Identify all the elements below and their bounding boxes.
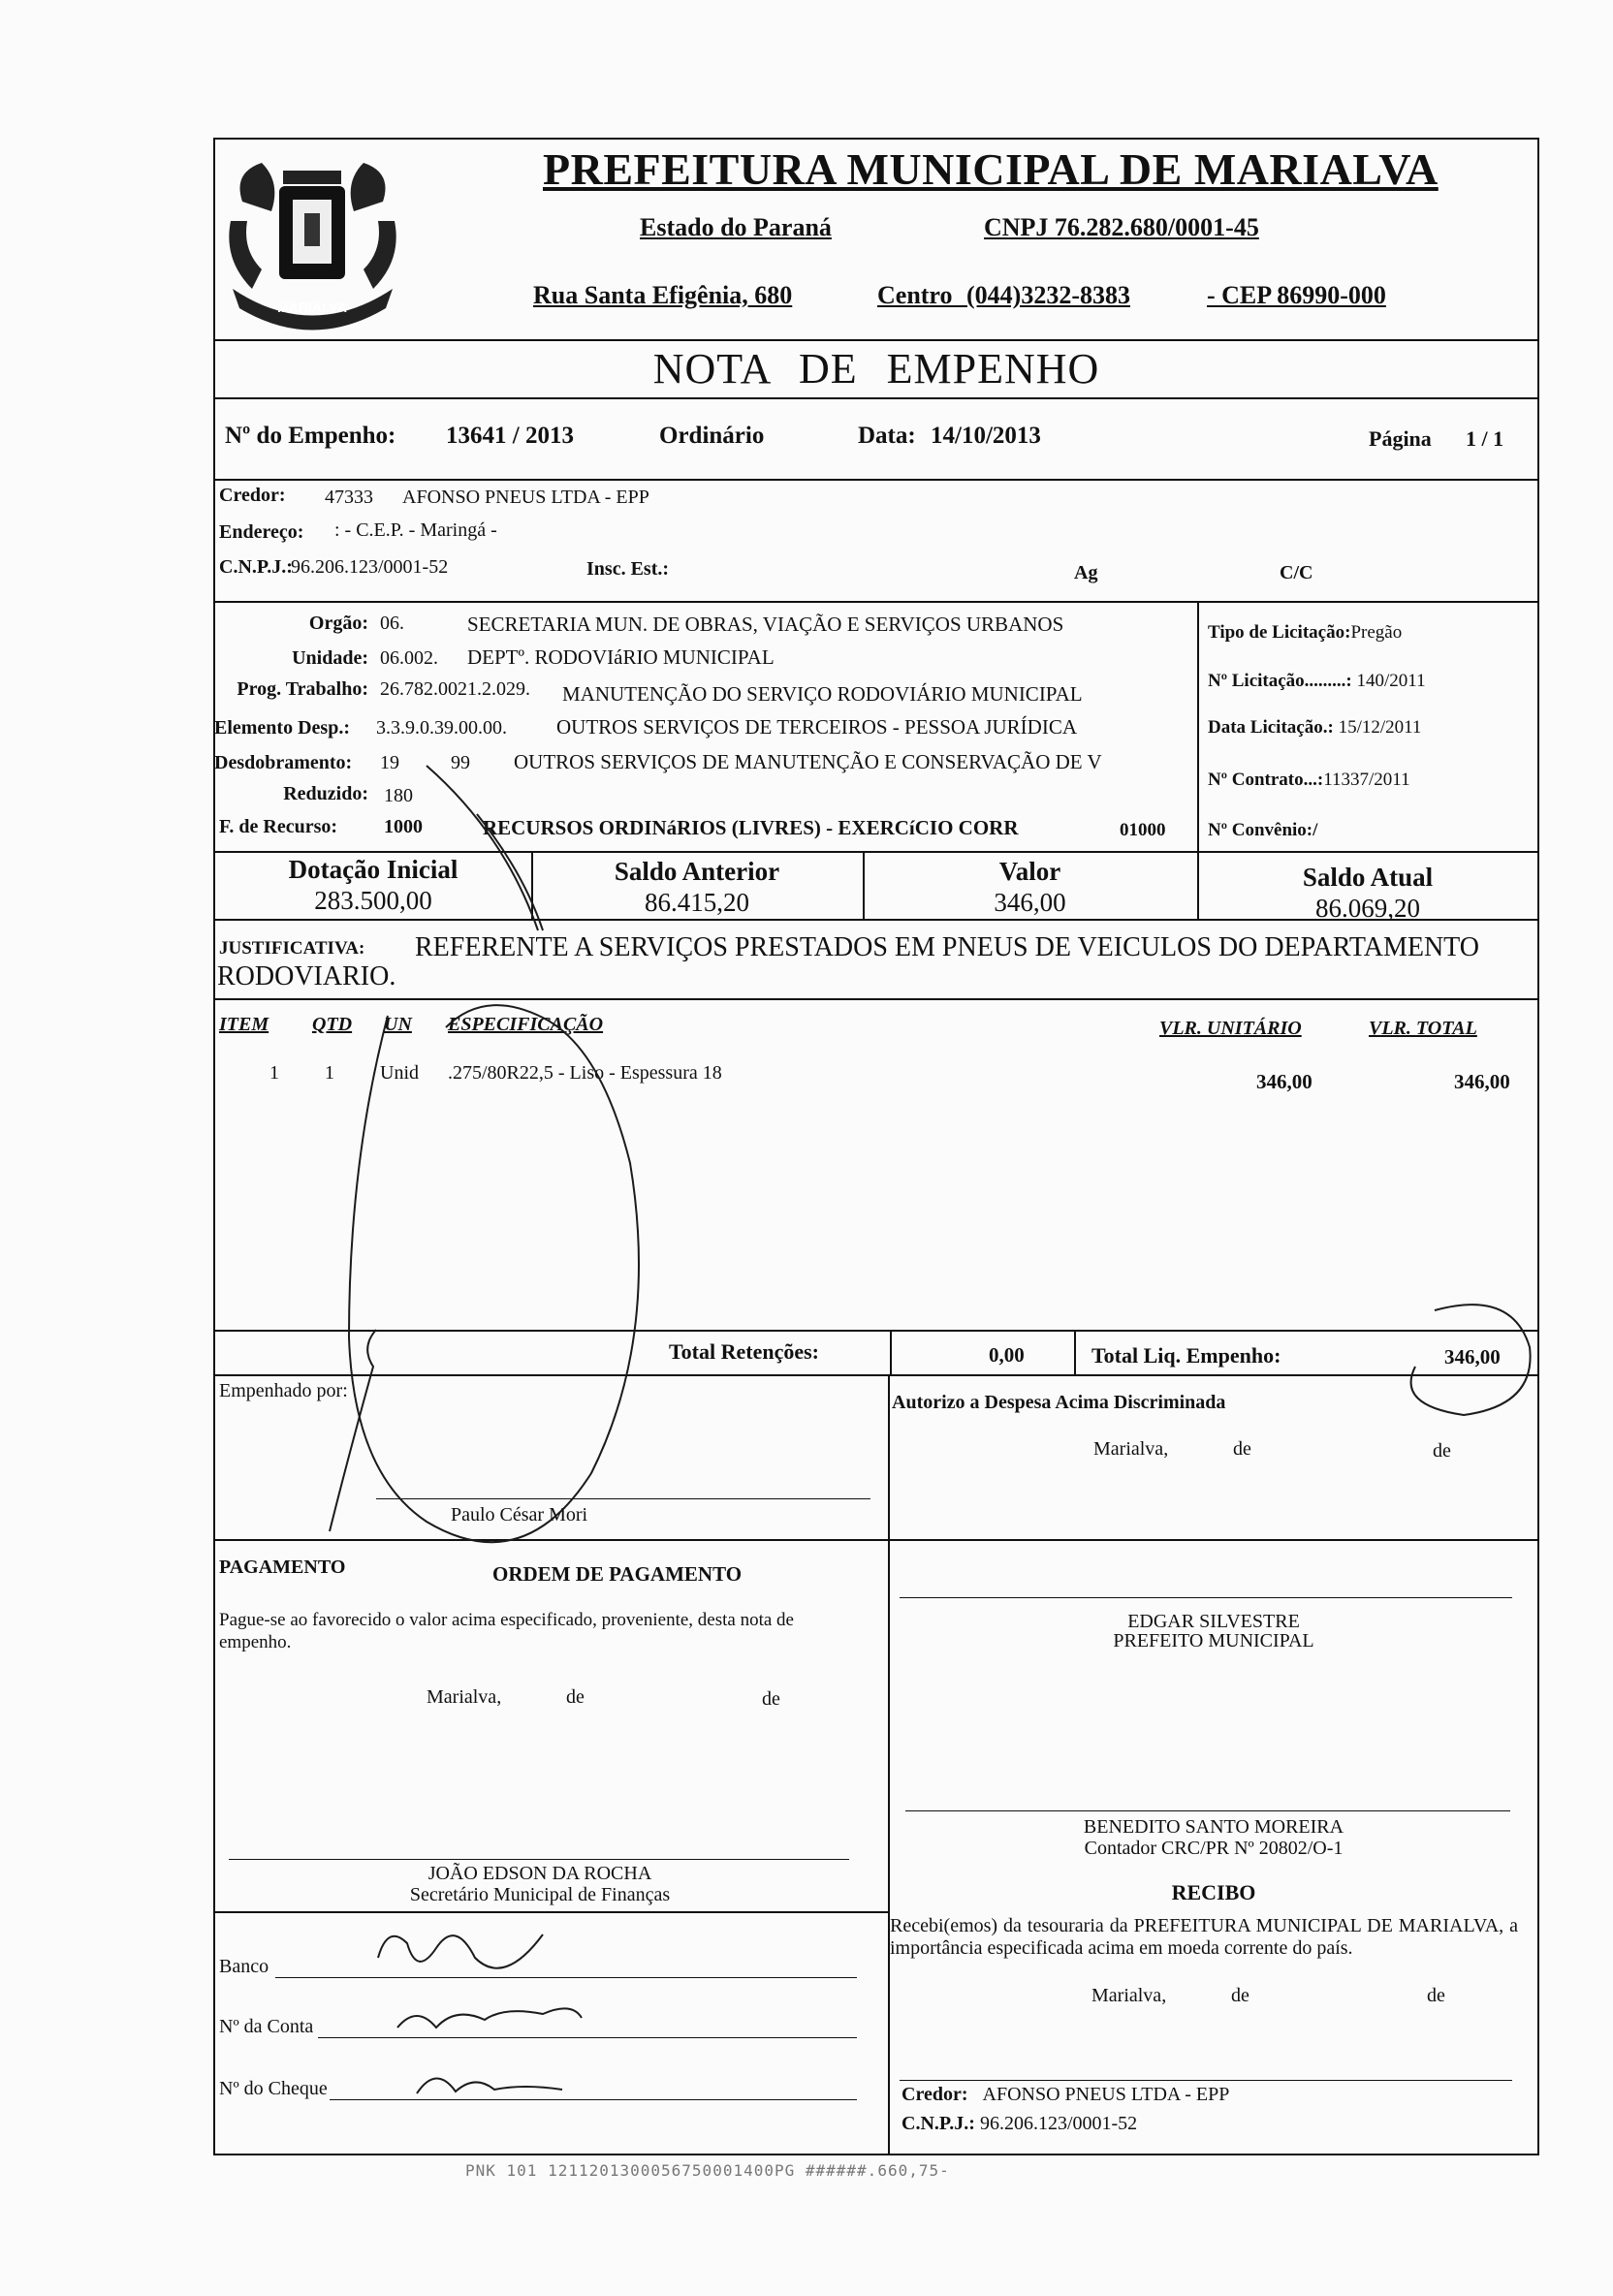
empenho-date: 14/10/2013 — [931, 423, 1041, 449]
unidade-label: Unidade: — [292, 647, 368, 669]
recibo-cnpj-label: C.N.P.J.: — [901, 2113, 975, 2134]
recurso-code: 1000 — [384, 816, 423, 837]
header-address: Rua Santa Efigênia, 680 — [533, 281, 793, 309]
prog-label: Prog. Trabalho: — [237, 678, 368, 700]
orgao-code: 06. — [380, 613, 404, 634]
autorizo-de1: de — [1233, 1438, 1251, 1460]
desdob-code: 19 — [380, 752, 399, 773]
retencoes-label: Total Retenções: — [669, 1339, 819, 1364]
circle-total — [1411, 1305, 1531, 1415]
secretario-name: JOÃO EDSON DA ROCHA — [427, 1863, 652, 1884]
empenho-type: Ordinário — [659, 423, 765, 449]
pagamento-de2: de — [762, 1688, 780, 1710]
licitacao-convenio: Nº Convênio:/ — [1208, 820, 1318, 840]
unidade-name: DEPTº. RODOVIáRIO MUNICIPAL — [467, 645, 775, 669]
header-cep: - CEP 86990-000 — [1207, 281, 1386, 309]
doc-title: NOTA DE EMPENHO — [652, 345, 1100, 393]
bank-signature — [378, 1934, 543, 1968]
recurso-name: RECURSOS ORDINáRIOS (LIVRES) - EXERCíCIO CORR — [483, 816, 1019, 839]
recibo-credor-label: Credor: — [901, 2084, 968, 2105]
recurso-code2: 01000 — [1120, 820, 1166, 840]
conta-label: Nº da Conta — [219, 2016, 314, 2037]
reduzido-value: 180 — [384, 785, 413, 806]
header-district-phone: Centro (044)3232-8383 — [877, 281, 1130, 309]
elemento-name: OUTROS SERVIÇOS DE TERCEIROS - PESSOA JURÍDICA — [556, 715, 1078, 739]
recibo-text: Recebi(emos) da tesouraria da PREFEITURA MUNICIPAL DE MARIALVA, a importância especificada acima em moeda corrente do país. — [890, 1915, 1518, 1959]
justificativa-label: JUSTIFICATIVA: — [219, 938, 365, 959]
pagamento-label: PAGAMENTO — [219, 1557, 346, 1578]
licitacao-tipo-value: Pregão — [1350, 622, 1403, 643]
col-qtd-header: QTD — [312, 1014, 353, 1035]
cheque-signature — [417, 2078, 562, 2093]
row-espec: .275/80R22,5 - Liso - Espessura 18 — [448, 1062, 722, 1084]
credor-cnpj-label: C.N.P.J.: — [219, 556, 293, 578]
row-item: 1 — [269, 1062, 279, 1084]
dotacao-label: Dotação Inicial — [288, 855, 459, 884]
recibo-de1: de — [1231, 1985, 1249, 2006]
recibo-cnpj-value: 96.206.123/0001-52 — [979, 2113, 1138, 2134]
liq-label: Total Liq. Empenho: — [1091, 1343, 1281, 1368]
ag-label: Ag — [1074, 562, 1098, 583]
row-unit: 346,00 — [1256, 1070, 1313, 1093]
autorizo-place: Marialva, — [1093, 1438, 1169, 1460]
prefeitura-title: PREFEITURA MUNICIPAL DE MARIALVA — [543, 144, 1439, 194]
credor-name: AFONSO PNEUS LTDA - EPP — [402, 487, 649, 508]
recibo-title: RECIBO — [1171, 1880, 1256, 1904]
header-cnpj: CNPJ 76.282.680/0001-45 — [984, 213, 1259, 241]
state-name: Estado do Paraná — [640, 213, 832, 241]
endereco-label: Endereço: — [219, 521, 304, 543]
anterior-value: 86.415,20 — [645, 888, 749, 917]
credor-code: 47333 — [325, 487, 373, 508]
valor-label: Valor — [998, 857, 1061, 886]
licitacao-num-value: 140/2011 — [1356, 671, 1426, 691]
prog-name: MANUTENÇÃO DO SERVIÇO RODOVIÁRIO MUNICIPAL — [562, 682, 1083, 706]
insc-label: Insc. Est.: — [586, 558, 670, 580]
elemento-label: Elemento Desp.: — [214, 717, 350, 739]
page-number: 1 / 1 — [1466, 426, 1504, 451]
col-total-header: VLR. TOTAL — [1369, 1018, 1477, 1039]
signature-loop — [349, 1005, 639, 1542]
credor-label: Credor: — [219, 485, 286, 506]
account-signature — [397, 2008, 582, 2028]
desdob-code2: 99 — [451, 752, 470, 773]
elemento-code: 3.3.9.0.39.00.00. — [376, 717, 507, 739]
recibo-place: Marialva, — [1091, 1985, 1167, 2006]
prefeito-role: PREFEITO MUNICIPAL — [1113, 1630, 1314, 1651]
atual-label: Saldo Atual — [1302, 863, 1434, 892]
prog-code: 26.782.0021.2.029. — [380, 678, 530, 700]
row-total: 346,00 — [1454, 1070, 1510, 1093]
pagamento-text: Pague-se ao favorecido o valor acima especificado, proveniente, desta nota de empenho. — [219, 1610, 794, 1652]
anterior-label: Saldo Anterior — [614, 857, 780, 886]
col-un-header: UN — [384, 1014, 412, 1035]
col-espec-header: ESPECIFICAÇÃO — [448, 1014, 604, 1035]
col-item-header: ITEM — [219, 1014, 269, 1035]
ordem-pagamento-label: ORDEM DE PAGAMENTO — [492, 1562, 743, 1586]
empenho-number: 13641 / 2013 — [446, 423, 574, 449]
prefeito-name: EDGAR SILVESTRE — [1127, 1611, 1300, 1632]
diagonal-stroke — [427, 766, 538, 930]
cc-label: C/C — [1280, 562, 1313, 583]
licitacao-contrato-value: 11337/2011 — [1323, 770, 1410, 790]
reduzido-label: Reduzido: — [283, 783, 368, 804]
dotacao-value: 283.500,00 — [314, 886, 432, 915]
page-label: Página — [1369, 426, 1432, 451]
credor-cnpj: 96.206.123/0001-52 — [291, 556, 449, 578]
crest-text: MARIALVA — [277, 299, 347, 315]
banco-label: Banco — [219, 1956, 269, 1977]
signature-stroke — [330, 1330, 376, 1531]
empenhado-label: Empenhado por: — [219, 1380, 348, 1401]
justificativa-line2: RODOVIARIO. — [217, 961, 396, 991]
licitacao-data-label: Data Licitação.: — [1208, 717, 1334, 738]
atual-value: 86.069,20 — [1315, 894, 1420, 923]
row-qtd: 1 — [325, 1062, 334, 1084]
recurso-label: F. de Recurso: — [219, 816, 338, 837]
justificativa-line1: REFERENTE A SERVIÇOS PRESTADOS EM PNEUS DE VEICULOS DO DEPARTAMENTO — [415, 932, 1479, 962]
autorizo-text: Autorizo a Despesa Acima Discriminada — [892, 1392, 1226, 1413]
endereco-value: : - C.E.P. - Maringá - — [334, 519, 497, 541]
licitacao-data-value: 15/12/2011 — [1338, 717, 1422, 738]
liq-value: 346,00 — [1444, 1345, 1501, 1368]
licitacao-contrato-label: Nº Contrato...: — [1208, 770, 1324, 790]
recibo-de2: de — [1427, 1985, 1445, 2006]
empenho-number-label: Nº do Empenho: — [225, 423, 396, 449]
orgao-label: Orgão: — [308, 613, 368, 634]
valor-value: 346,00 — [994, 888, 1066, 917]
licitacao-num-label: Nº Licitação.........: — [1208, 671, 1352, 691]
cheque-label: Nº do Cheque — [219, 2078, 328, 2099]
recibo-credor-value: AFONSO PNEUS LTDA - EPP — [982, 2084, 1230, 2105]
desdob-label: Desdobramento: — [214, 752, 353, 773]
row-un: Unid — [380, 1062, 419, 1084]
secretario-role: Secretário Municipal de Finanças — [409, 1884, 671, 1905]
pagamento-place: Marialva, — [427, 1686, 502, 1708]
contador-role: Contador CRC/PR Nº 20802/O-1 — [1084, 1838, 1344, 1859]
empenhado-name: Paulo César Mori — [451, 1504, 588, 1525]
autorizo-de2: de — [1433, 1440, 1451, 1462]
unidade-code: 06.002. — [380, 647, 438, 669]
empenho-date-label: Data: — [858, 423, 916, 449]
footer-code: PNK 101 1211201300056750001400PG ######.660,75- — [465, 2161, 950, 2180]
licitacao-tipo-label: Tipo de Licitação: — [1208, 622, 1351, 643]
desdob-name: OUTROS SERVIÇOS DE MANUTENÇÃO E CONSERVAÇÃO DE V — [514, 750, 1102, 773]
col-unit-header: VLR. UNITÁRIO — [1159, 1018, 1302, 1039]
contador-name: BENEDITO SANTO MOREIRA — [1083, 1816, 1344, 1838]
retencoes-value: 0,00 — [989, 1343, 1025, 1367]
orgao-name: SECRETARIA MUN. DE OBRAS, VIAÇÃO E SERVIÇOS URBANOS — [467, 613, 1064, 636]
pagamento-de1: de — [566, 1686, 585, 1708]
